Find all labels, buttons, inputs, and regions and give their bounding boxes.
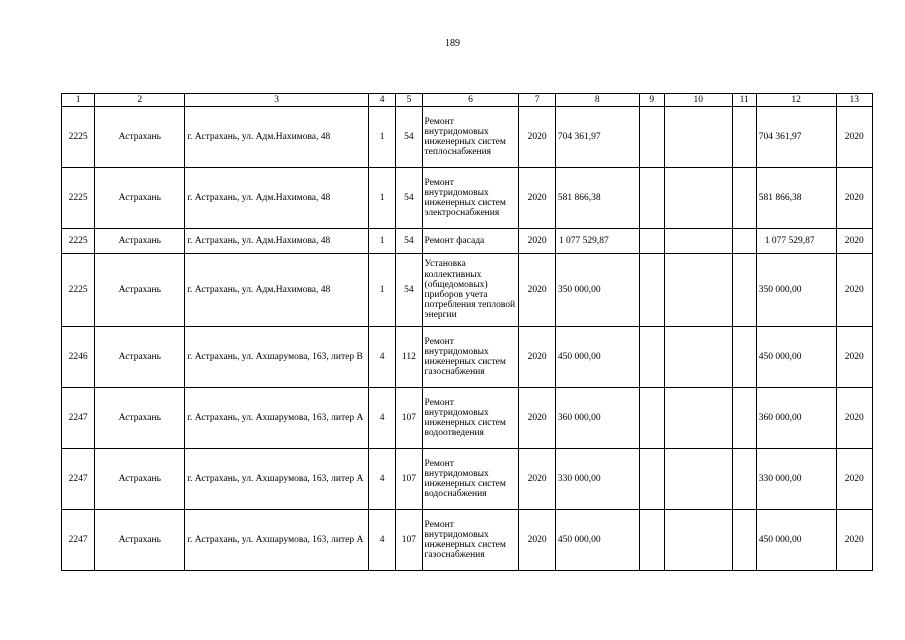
completion-year-cell: 2020	[836, 510, 872, 571]
amount-cell: 450 000,00	[555, 327, 639, 388]
city-cell: Астрахань	[95, 327, 185, 388]
house-id-cell: 2225	[62, 107, 95, 168]
column-header: 5	[396, 94, 422, 107]
work-type-cell: Ремонт фасада	[422, 229, 519, 254]
col10-cell	[664, 168, 732, 229]
col5-cell: 54	[396, 229, 422, 254]
address-cell: г. Астрахань, ул. Ахшарумова, 163, литер А	[185, 449, 369, 510]
column-header: 2	[95, 94, 185, 107]
col10-cell	[664, 107, 732, 168]
work-type-cell: Установка коллективных (общедомовых) приборов учета потребления тепловой энергии	[422, 254, 519, 327]
completion-year-cell: 2020	[836, 327, 872, 388]
col10-cell	[664, 510, 732, 571]
house-id-cell: 2225	[62, 254, 95, 327]
address-cell: г. Астрахань, ул. Адм.Нахимова, 48	[185, 254, 369, 327]
address-cell: г. Астрахань, ул. Ахшарумова, 163, литер А	[185, 388, 369, 449]
column-header: 7	[519, 94, 555, 107]
col4-cell: 1	[369, 168, 396, 229]
table-row	[62, 449, 873, 510]
work-type-cell: Ремонт внутридомовых инженерных систем газоснабжения	[422, 327, 519, 388]
total-amount-cell: 1 077 529,87	[756, 229, 836, 254]
col4-cell: 4	[369, 327, 396, 388]
col4-cell: 4	[369, 388, 396, 449]
col11-cell	[732, 254, 756, 327]
page-number: 189	[445, 38, 460, 49]
column-header: 10	[664, 94, 732, 107]
city-cell: Астрахань	[95, 388, 185, 449]
address-cell: г. Астрахань, ул. Адм.Нахимова, 48	[185, 229, 369, 254]
total-amount-cell: 704 361,97	[756, 107, 836, 168]
city-cell: Астрахань	[95, 510, 185, 571]
column-header: 3	[185, 94, 369, 107]
house-id-cell: 2225	[62, 168, 95, 229]
col5-cell: 54	[396, 107, 422, 168]
completion-year-cell: 2020	[836, 107, 872, 168]
col9-cell	[639, 229, 664, 254]
col11-cell	[732, 327, 756, 388]
city-cell: Астрахань	[95, 107, 185, 168]
completion-year-cell: 2020	[836, 449, 872, 510]
amount-cell: 450 000,00	[555, 510, 639, 571]
total-amount-cell: 350 000,00	[756, 254, 836, 327]
table-row	[62, 388, 873, 449]
amount-cell: 1 077 529,87	[555, 229, 639, 254]
col11-cell	[732, 449, 756, 510]
completion-year-cell: 2020	[836, 254, 872, 327]
work-type-cell: Ремонт внутридомовых инженерных систем водоснабжения	[422, 449, 519, 510]
work-type-cell: Ремонт внутридомовых инженерных систем электроснабжения	[422, 168, 519, 229]
total-amount-cell: 581 866,38	[756, 168, 836, 229]
address-cell: г. Астрахань, ул. Ахшарумова, 163, литер В	[185, 327, 369, 388]
column-header: 13	[836, 94, 872, 107]
address-cell: г. Астрахань, ул. Адм.Нахимова, 48	[185, 107, 369, 168]
column-header: 8	[555, 94, 639, 107]
col4-cell: 4	[369, 449, 396, 510]
col5-cell: 107	[396, 510, 422, 571]
table-row	[62, 254, 873, 327]
col5-cell: 107	[396, 388, 422, 449]
col4-cell: 4	[369, 510, 396, 571]
completion-year-cell: 2020	[836, 388, 872, 449]
table-row	[62, 229, 873, 254]
col9-cell	[639, 168, 664, 229]
col11-cell	[732, 107, 756, 168]
col10-cell	[664, 388, 732, 449]
work-type-cell: Ремонт внутридомовых инженерных систем водоотведения	[422, 388, 519, 449]
amount-cell: 350 000,00	[555, 254, 639, 327]
table-row	[62, 510, 873, 571]
col5-cell: 54	[396, 168, 422, 229]
col4-cell: 1	[369, 254, 396, 327]
year-cell: 2020	[519, 388, 555, 449]
col9-cell	[639, 327, 664, 388]
col9-cell	[639, 510, 664, 571]
year-cell: 2020	[519, 107, 555, 168]
column-header: 12	[756, 94, 836, 107]
col11-cell	[732, 388, 756, 449]
col10-cell	[664, 327, 732, 388]
col4-cell: 1	[369, 229, 396, 254]
house-id-cell: 2225	[62, 229, 95, 254]
col5-cell: 107	[396, 449, 422, 510]
year-cell: 2020	[519, 229, 555, 254]
year-cell: 2020	[519, 254, 555, 327]
year-cell: 2020	[519, 168, 555, 229]
work-type-cell: Ремонт внутридомовых инженерных систем газоснабжения	[422, 510, 519, 571]
city-cell: Астрахань	[95, 254, 185, 327]
completion-year-cell: 2020	[836, 229, 872, 254]
city-cell: Астрахань	[95, 168, 185, 229]
house-id-cell: 2247	[62, 510, 95, 571]
col11-cell	[732, 168, 756, 229]
total-amount-cell: 450 000,00	[756, 510, 836, 571]
amount-cell: 330 000,00	[555, 449, 639, 510]
table-header-row	[62, 94, 873, 107]
column-header: 11	[732, 94, 756, 107]
col10-cell	[664, 254, 732, 327]
amount-cell: 581 866,38	[555, 168, 639, 229]
total-amount-cell: 360 000,00	[756, 388, 836, 449]
completion-year-cell: 2020	[836, 168, 872, 229]
house-id-cell: 2247	[62, 388, 95, 449]
col5-cell: 112	[396, 327, 422, 388]
col5-cell: 54	[396, 254, 422, 327]
amount-cell: 704 361,97	[555, 107, 639, 168]
work-type-cell: Ремонт внутридомовых инженерных систем теплоснабжения	[422, 107, 519, 168]
col9-cell	[639, 449, 664, 510]
table-row	[62, 107, 873, 168]
column-header: 4	[369, 94, 396, 107]
year-cell: 2020	[519, 510, 555, 571]
year-cell: 2020	[519, 327, 555, 388]
house-id-cell: 2246	[62, 327, 95, 388]
col9-cell	[639, 254, 664, 327]
col10-cell	[664, 449, 732, 510]
table-row	[62, 168, 873, 229]
total-amount-cell: 450 000,00	[756, 327, 836, 388]
col9-cell	[639, 107, 664, 168]
col9-cell	[639, 388, 664, 449]
col10-cell	[664, 229, 732, 254]
year-cell: 2020	[519, 449, 555, 510]
total-amount-cell: 330 000,00	[756, 449, 836, 510]
column-header: 9	[639, 94, 664, 107]
column-header: 1	[62, 94, 95, 107]
house-id-cell: 2247	[62, 449, 95, 510]
amount-cell: 360 000,00	[555, 388, 639, 449]
city-cell: Астрахань	[95, 229, 185, 254]
table-row	[62, 327, 873, 388]
address-cell: г. Астрахань, ул. Ахшарумова, 163, литер А	[185, 510, 369, 571]
address-cell: г. Астрахань, ул. Адм.Нахимова, 48	[185, 168, 369, 229]
city-cell: Астрахань	[95, 449, 185, 510]
column-header: 6	[422, 94, 519, 107]
col4-cell: 1	[369, 107, 396, 168]
repair-schedule-table	[61, 93, 873, 571]
col11-cell	[732, 510, 756, 571]
col11-cell	[732, 229, 756, 254]
